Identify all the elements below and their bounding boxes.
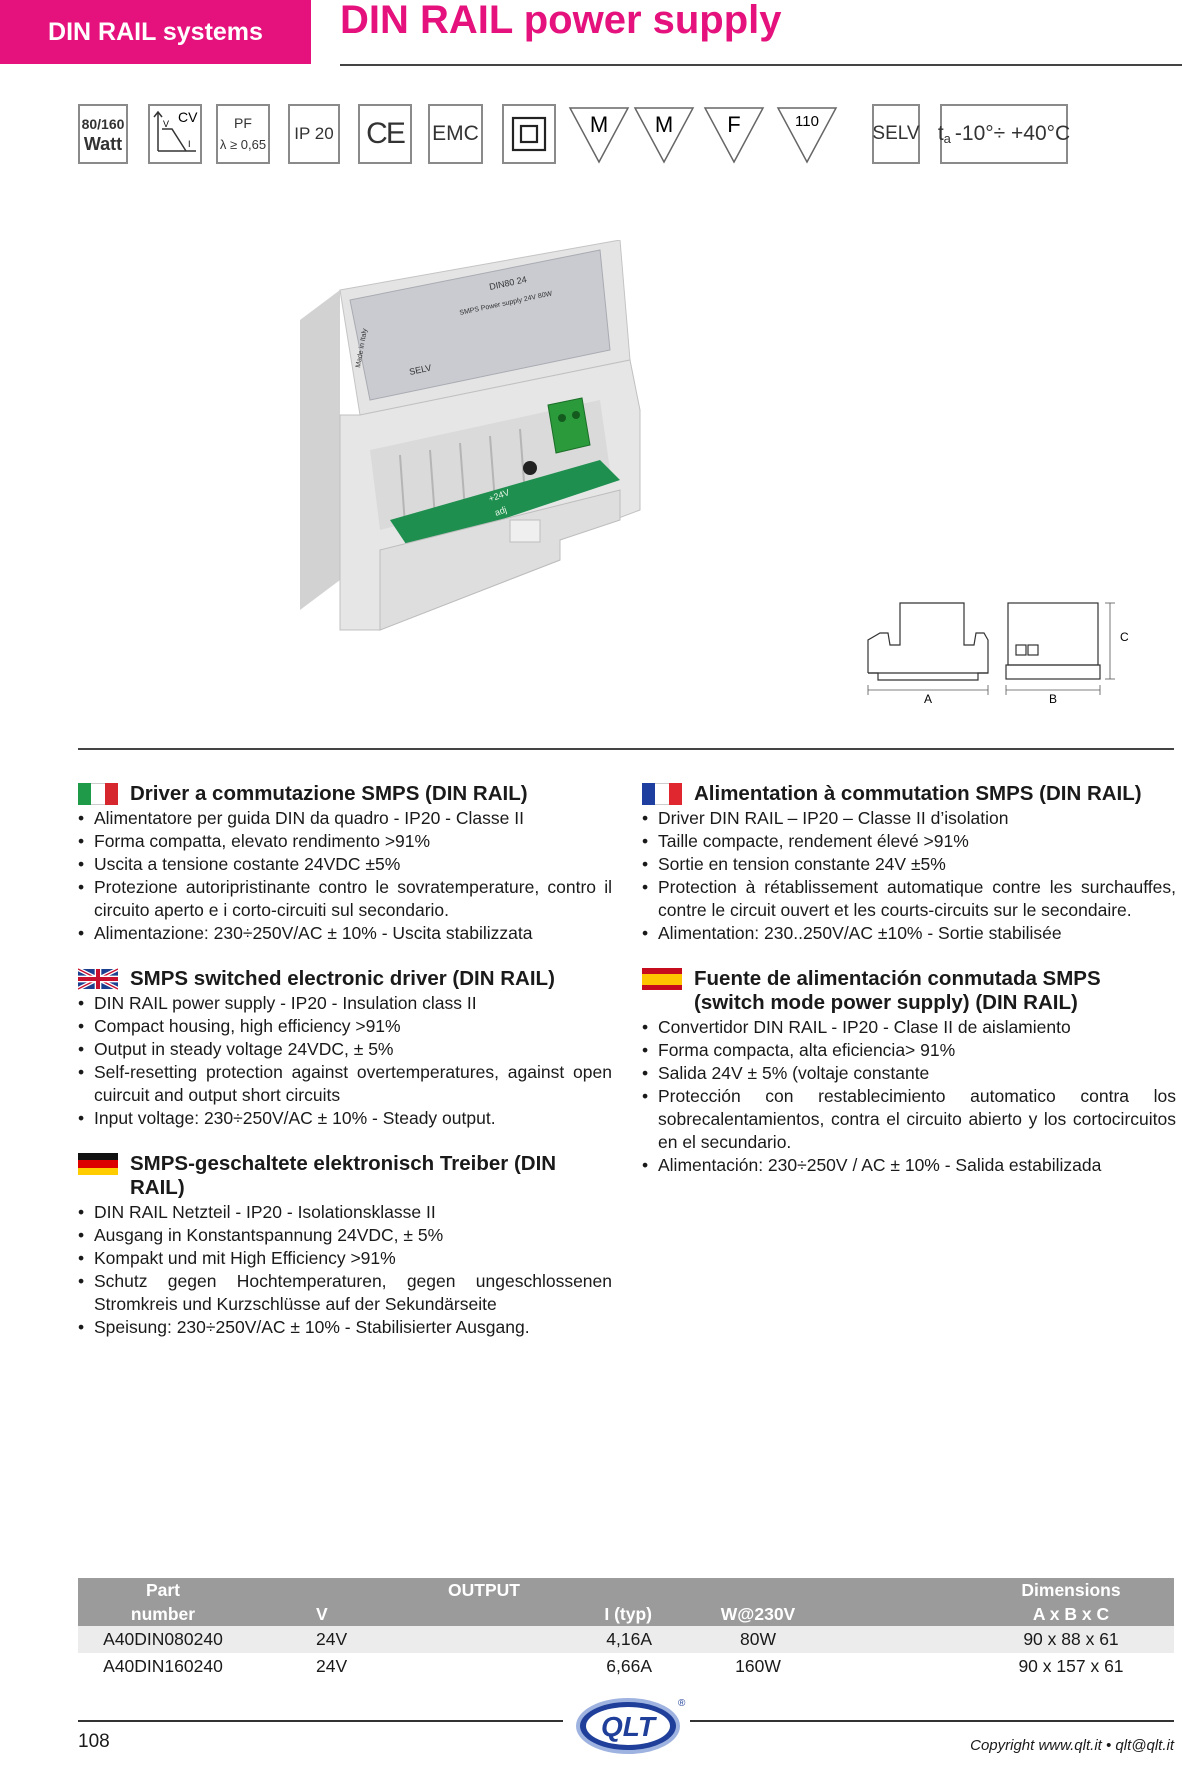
wattage-label: Watt	[83, 134, 123, 154]
list-item: • Output in steady voltage 24VDC, ± 5%	[78, 1038, 612, 1061]
section-divider	[78, 748, 1174, 750]
list-item: • Alimentation: 230..250V/AC ±10% - Sortie stabilisée	[642, 922, 1176, 945]
cell-i: 4,16A	[448, 1626, 658, 1653]
cell-w: 80W	[658, 1626, 858, 1653]
section-english	[78, 967, 612, 1130]
emc-icon: EMC	[428, 104, 483, 164]
list-item: • Forma compacta, alta eficiencia> 91%	[642, 1039, 1176, 1062]
section-spanish	[642, 967, 1176, 1177]
left-column	[78, 782, 612, 1361]
f-triangle-icon	[703, 106, 765, 169]
header-part: Part	[78, 1578, 248, 1602]
section-italian-heading	[78, 782, 612, 806]
page-number: 108	[78, 1731, 110, 1752]
right-column	[642, 782, 1176, 1199]
list-item: • Taille compacte, rendement élevé >91%	[642, 830, 1176, 853]
dimension-drawing	[858, 595, 1138, 705]
label-model: DIN80 24	[488, 274, 528, 292]
france-flag-icon	[642, 783, 682, 805]
header-empty-sp	[858, 1578, 968, 1602]
list-item: • Ausgang in Konstantspannung 24VDC, ± 5%	[78, 1224, 612, 1247]
page-title: DIN RAIL power supply	[340, 0, 782, 42]
cv-text: CV	[178, 109, 198, 125]
list-item: • Protezione autoripristinante contro le sovratemperature, contro il circuito aperto e i corto-circuiti sul secondario.	[78, 876, 612, 922]
section-english-heading	[78, 967, 612, 991]
copyright: Copyright www.qlt.it • qlt@qlt.it	[970, 1737, 1174, 1754]
temperature-110-text: 110	[795, 113, 819, 130]
table-row	[78, 1653, 1174, 1680]
list-item: • Input voltage: 230÷250V/AC ± 10% - Steady output.	[78, 1107, 612, 1130]
section-german-title: SMPS-geschaltete elektronisch Treiber (DIN RAIL)	[130, 1152, 557, 1199]
list-item: • Uscita a tensione costante 24VDC ±5%	[78, 853, 612, 876]
dim-label-b: B	[1048, 692, 1058, 705]
cv-axis-i: I	[188, 139, 191, 149]
header-dimensions: Dimensions	[968, 1578, 1174, 1602]
list-item: • Sortie en tension constante 24V ±5%	[642, 853, 1176, 876]
dim-label-a: A	[923, 692, 933, 705]
footer-rule-right	[690, 1720, 1174, 1722]
wattage-range: 80/160	[81, 116, 125, 132]
logo-registered: ®	[678, 1698, 686, 1709]
section-german	[78, 1152, 612, 1339]
mm-triangle-icon	[633, 106, 695, 169]
board-adj: adj	[493, 504, 508, 518]
header-axbxc: A x B x C	[968, 1602, 1174, 1626]
mm-triangle-text: M	[654, 112, 674, 137]
list-item: • Protection à rétablissement automatique contre les surchauffes, contre le circuit ouvert et les courts-circuits sur le secondaire.	[642, 876, 1176, 922]
section-french	[642, 782, 1176, 945]
uk-flag-icon	[78, 968, 118, 990]
list-item: • Alimentatore per guida DIN da quadro - IP20 - Classe II	[78, 807, 612, 830]
list-item: • Protección con restablecimiento automatico contra los sobrecalentamientos, contra el circuito abierto y los cortocircuitos en el secundario.	[642, 1085, 1176, 1154]
ip-rating-icon: IP 20	[288, 104, 340, 164]
section-french-title: Alimentation à commutation SMPS (DIN RAIL)	[694, 782, 1142, 805]
dim-label-c: C	[1120, 630, 1129, 644]
spain-flag-icon	[642, 968, 682, 990]
cell-dim: 90 x 88 x 61	[968, 1626, 1174, 1653]
list-item: • Forma compatta, elevato rendimento >91%	[78, 830, 612, 853]
temp-prefix: t	[937, 122, 944, 145]
cell-v: 24V	[248, 1626, 448, 1653]
title-divider	[340, 64, 1182, 66]
selv-icon: SELV	[872, 104, 920, 164]
ce-text: CE	[366, 117, 404, 150]
category-tab: DIN RAIL systems	[0, 0, 311, 64]
pf-value: λ ≥ 0,65	[219, 137, 267, 152]
temperature-110-triangle-icon	[776, 106, 838, 169]
header-i: I (typ)	[448, 1602, 658, 1626]
header-number: number	[78, 1602, 248, 1626]
cell-w: 160W	[735, 1656, 781, 1676]
logo-text: QLT	[601, 1711, 655, 1742]
header-empty-w	[658, 1578, 858, 1602]
list-item: • Speisung: 230÷250V/AC ± 10% - Stabilisierter Ausgang.	[78, 1316, 612, 1339]
list-item: • Self-resetting protection against overtemperatures, against open cuircuit and output short circuits	[78, 1061, 612, 1107]
section-italian	[78, 782, 612, 945]
section-spanish-title: Fuente de alimentación conmutada SMPS (switch mode power supply) (DIN RAIL)	[694, 967, 1101, 1014]
cell-part: A40DIN160240	[103, 1656, 223, 1676]
germany-flag-icon	[78, 1153, 118, 1175]
constant-voltage-icon	[148, 104, 202, 164]
header-output: OUTPUT	[448, 1578, 658, 1602]
cv-axis-v: V	[163, 119, 170, 129]
table-row	[78, 1626, 1174, 1653]
ambient-temperature-icon	[937, 104, 1071, 164]
header-empty	[858, 1602, 968, 1626]
list-item: • Alimentación: 230÷250V / AC ± 10% - Salida estabilizada	[642, 1154, 1176, 1177]
header-output-left	[248, 1578, 448, 1602]
table-header-row	[78, 1578, 1174, 1602]
list-item: • Convertidor DIN RAIL - IP20 - Clase II de aislamiento	[642, 1016, 1176, 1039]
class-ii-insulation-icon	[502, 104, 556, 164]
section-english-title: SMPS switched electronic driver (DIN RAIL)	[130, 967, 555, 990]
ce-mark-icon	[358, 104, 412, 164]
cell-part: A40DIN080240	[78, 1626, 248, 1653]
list-item: • Kompakt und mit High Efficiency >91%	[78, 1247, 612, 1270]
list-item: • Compact housing, high efficiency >91%	[78, 1015, 612, 1038]
section-spanish-heading	[642, 967, 1176, 1015]
list-item: • Alimentazione: 230÷250V/AC ± 10% - Uscita stabilizzata	[78, 922, 612, 945]
m-triangle-icon	[568, 106, 630, 169]
cell-empty	[858, 1653, 968, 1680]
m-triangle-text: M	[589, 112, 609, 137]
header-v: V	[248, 1602, 448, 1626]
power-factor-icon	[216, 104, 270, 164]
label-made: Made in Italy	[355, 328, 369, 369]
section-german-heading	[78, 1152, 612, 1200]
wattage-icon	[78, 104, 128, 164]
cell-dim: 90 x 157 x 61	[1018, 1656, 1124, 1676]
header-w: W@230V	[658, 1602, 858, 1626]
cell-empty	[858, 1626, 968, 1653]
label-line: SMPS Power supply 24V 80W	[458, 290, 553, 317]
cell-v: 24V	[316, 1656, 348, 1676]
f-triangle-text: F	[727, 112, 741, 137]
product-photo	[300, 240, 740, 670]
list-item: • DIN RAIL power supply - IP20 - Insulation class II	[78, 992, 612, 1015]
label-badge: SELV	[408, 362, 433, 377]
table-subheader-row	[78, 1602, 1174, 1626]
board-24v: +24V	[487, 487, 511, 504]
list-item: • DIN RAIL Netzteil - IP20 - Isolationsklasse II	[78, 1201, 612, 1224]
cell-i: 6,66A	[606, 1656, 652, 1676]
list-item: • Driver DIN RAIL – IP20 – Classe II d’isolation	[642, 807, 1176, 830]
parts-table	[78, 1578, 1174, 1680]
footer-rule-left	[78, 1720, 563, 1722]
section-italian-title: Driver a commutazione SMPS (DIN RAIL)	[130, 782, 528, 805]
list-item: • Schutz gegen Hochtemperaturen, gegen ungeschlossenen Stromkreis und Kurzschlüsse auf der Sekundärseite	[78, 1270, 612, 1316]
temp-sub: a	[943, 130, 951, 146]
section-french-heading	[642, 782, 1176, 806]
qlt-logo	[568, 1690, 688, 1762]
italy-flag-icon	[78, 783, 118, 805]
list-item: • Salida 24V ± 5% (voltaje constante	[642, 1062, 1176, 1085]
temp-range: -10°÷ +40°C	[954, 122, 1071, 145]
pf-label: PF	[234, 115, 252, 131]
